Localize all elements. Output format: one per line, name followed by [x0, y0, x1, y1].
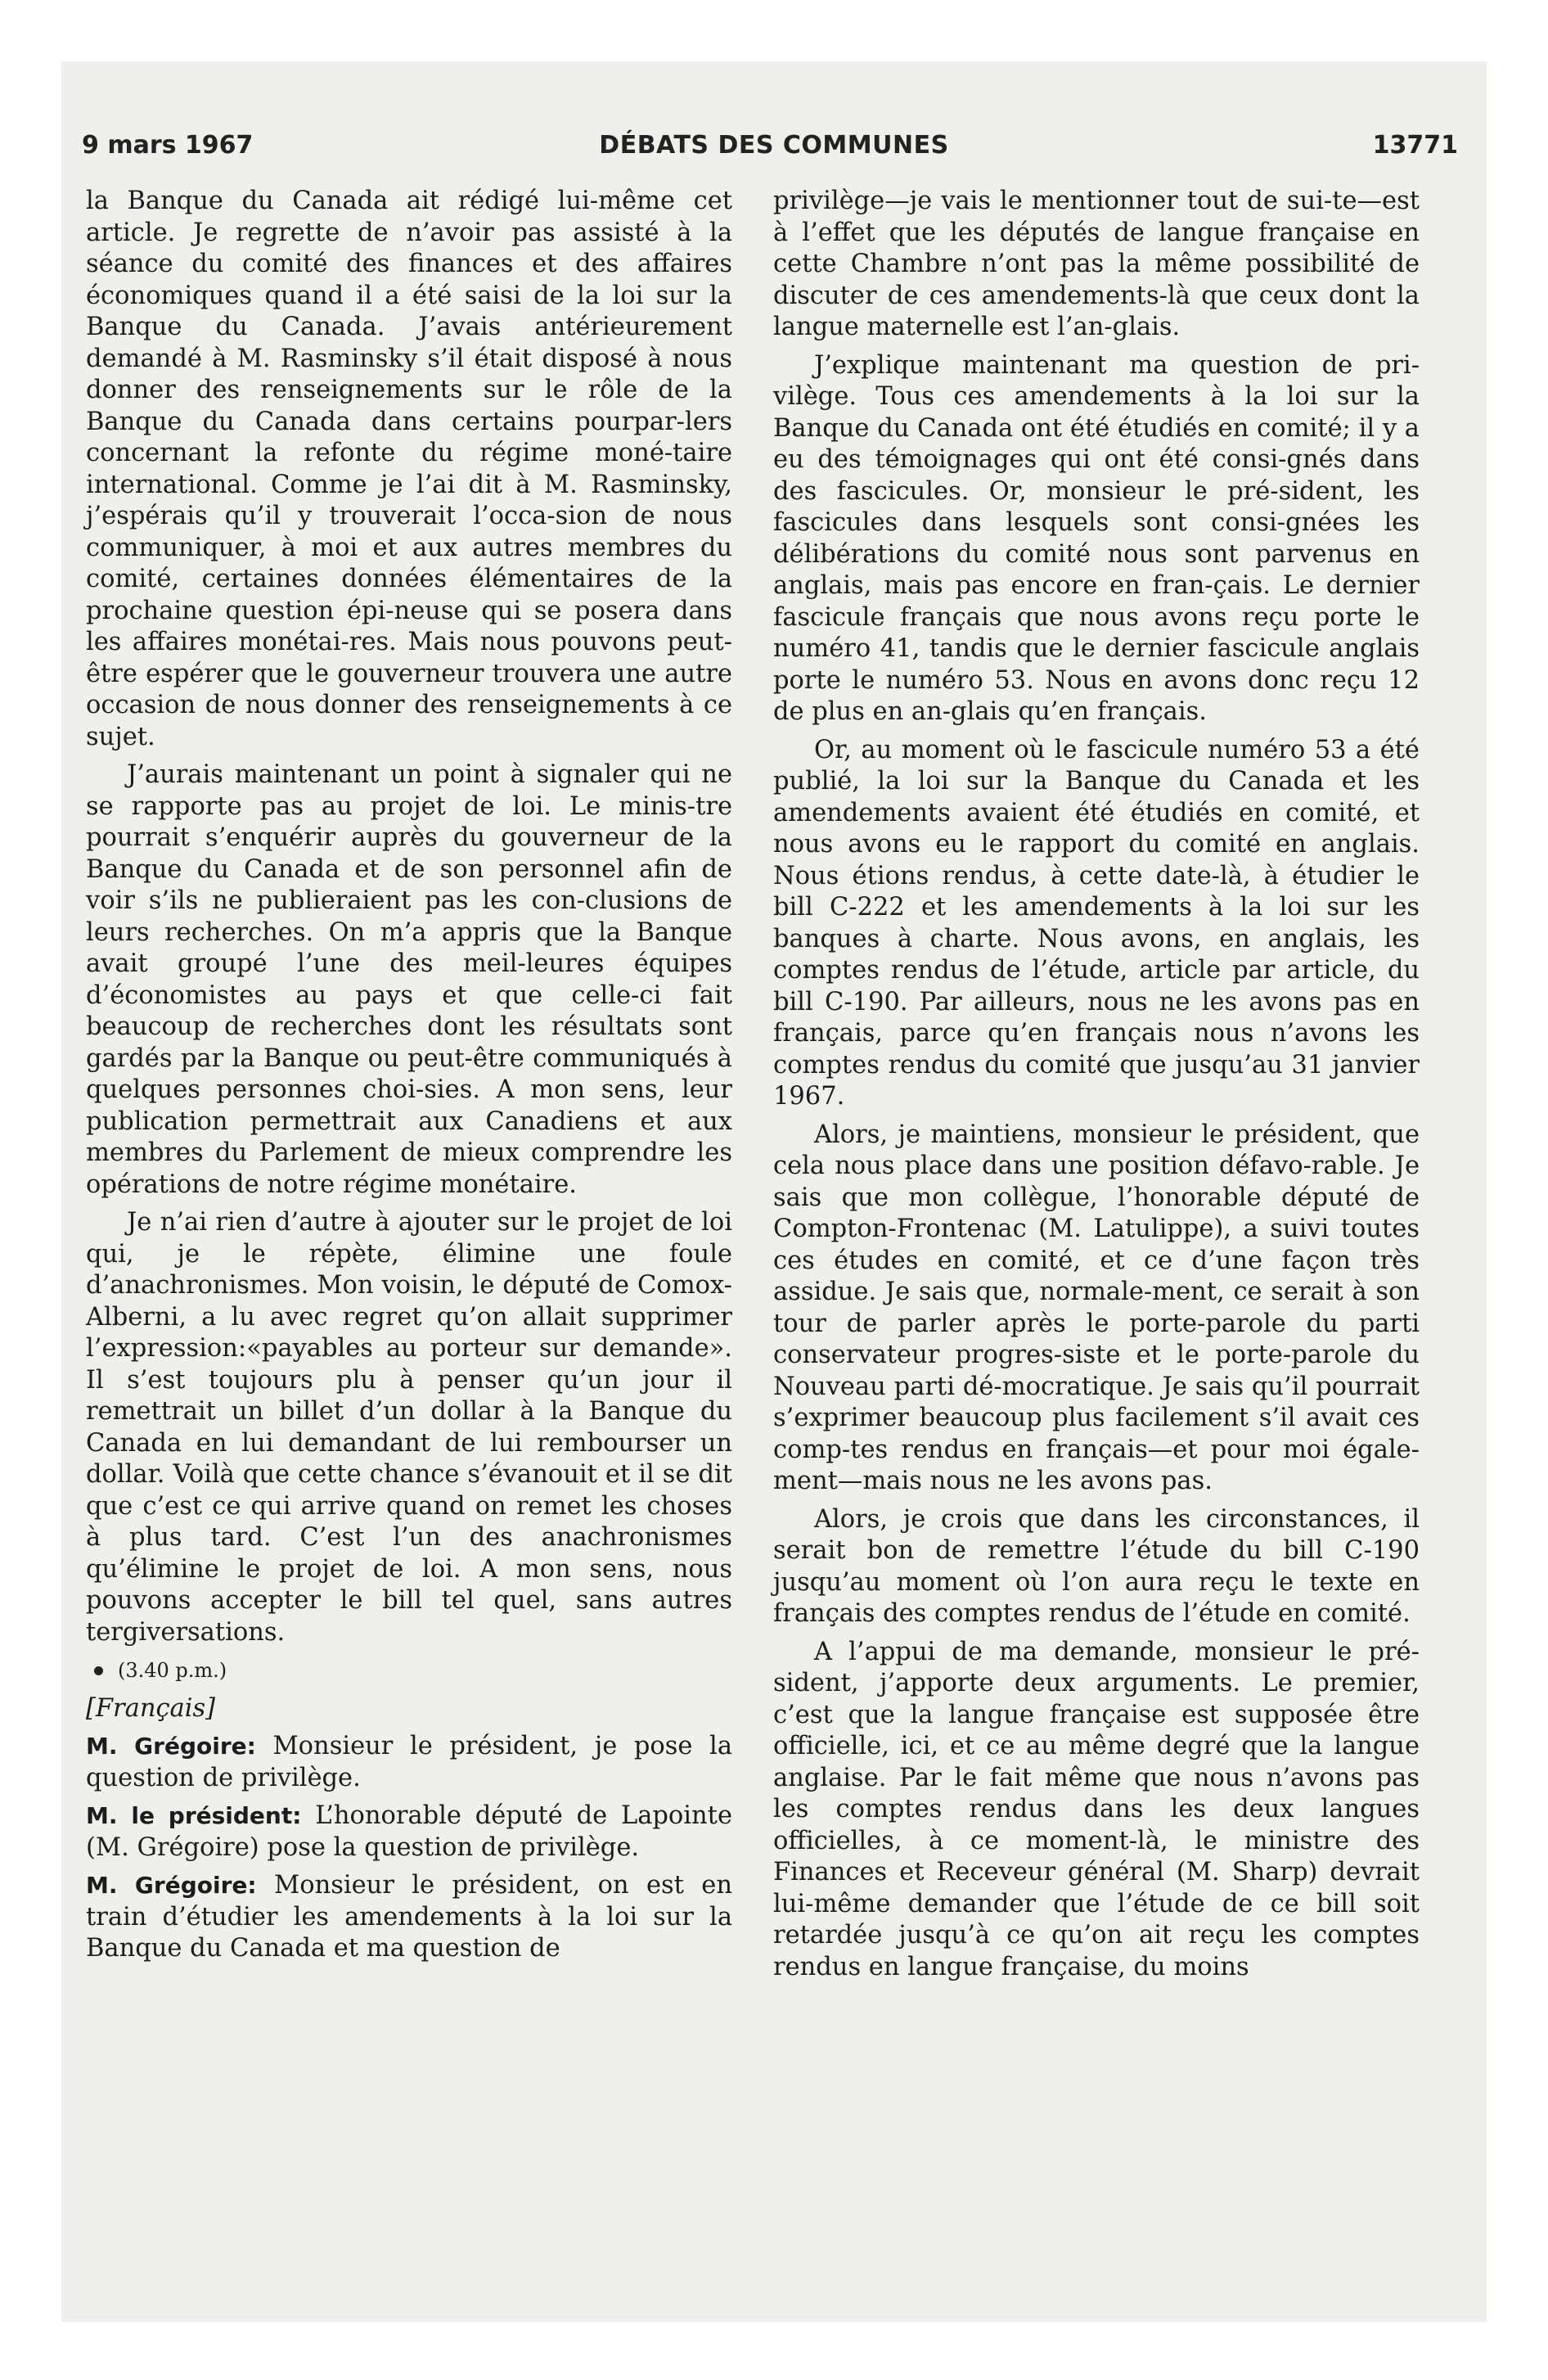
speech-text: Monsieur le président, je pose la question de privilège. — [86, 1732, 732, 1792]
speech-text: Monsieur le président, on est en train d’étudier les amendements à la loi sur la Banque du Canada et ma question de — [86, 1871, 732, 1963]
speech-paragraph — [86, 1870, 732, 1965]
language-marker: [Français] — [86, 1693, 216, 1723]
header-page-number: 13771 — [1372, 131, 1458, 160]
speaker-name: M. Grégoire: — [86, 1733, 256, 1760]
body-paragraph: Je n’ai rien d’autre à ajouter sur le projet de loi qui, je le répète, élimine une foule d’anachronismes. Mon voisin, le député de Comox-Alberni, a lu avec regret qu’on allait supprimer l’expression:«payables au porteur sur demande». Il s’est toujours plu à penser qu’un jour il remettrait un billet d’un dollar à la Banque du Canada en lui demandant de lui rembourser un dollar. Voilà que cette chance s’évanouit et il se dit que c’est ce qui arrive quand on remet les choses à plus tard. C’est l’un des anachronismes qu’élimine le projet de loi. A mon sens, nous pouvons accepter le bill tel quel, sans autres tergiversations. — [86, 1208, 732, 1647]
body-paragraph: A l’appui de ma demande, monsieur le pré-sident, j’apporte deux arguments. Le premier, c’est que la langue française est supposée être officielle, ici, et ce au même degré que la langue anglaise. Par le fait même que nous n’avons pas les comptes rendus dans les deux langues officielles, à ce moment-là, le ministre des Finances et Receveur général (M. Sharp) devrait lui-même demander que l’étude de ce bill soit retardée jusqu’à ce qu’on ait reçu les comptes rendus en langue française, du moins — [773, 1637, 1420, 1981]
speaker-name: M. le président: — [86, 1802, 302, 1829]
speech-paragraph — [86, 1801, 732, 1864]
body-paragraph: Alors, je crois que dans les circonstances, il serait bon de remettre l’étude du bill C-190 jusqu’au moment où l’on aura reçu le texte en français des comptes rendus de l’étude en comité. — [773, 1504, 1420, 1628]
speech-paragraph — [86, 1731, 732, 1794]
body-paragraph: privilège—je vais le mentionner tout de sui-te—est à l’effet que les députés de langue française en cette Chambre n’ont pas la même possibilité de discuter de ces amendements-là que ceux dont la langue maternelle est l’an-glais. — [773, 187, 1420, 341]
body-paragraph: Alors, je maintiens, monsieur le président, que cela nous place dans une position défavo-rable. Je sais que mon collègue, l’honorable député de Compton-Frontenac (M. Latulippe), a suivi toutes ces études en comité, et ce d’une façon très assidue. Je sais que, normale-ment, ce serait à son tour de parler après le porte-parole du parti conservateur progres-siste et le porte-parole du Nouveau parti dé-mocratique. Je sais qu’il pourrait s’exprimer beaucoup plus facilement s’il avait ces comp-tes rendus en français—et pour moi égale-ment—mais nous ne les avons pas. — [773, 1120, 1420, 1495]
speaker-name: M. Grégoire: — [86, 1872, 257, 1899]
bullet-icon — [94, 1666, 103, 1675]
header-date: 9 mars 1967 — [82, 131, 254, 160]
body-paragraph: la Banque du Canada ait rédigé lui-même cet article. Je regrette de n’avoir pas assisté à la séance du comité des finances et des affaires économiques quand il a été saisi de la loi sur la Banque du Canada. J’avais antérieurement demandé à M. Rasminsky s’il était disposé à nous donner des renseignements sur le rôle de la Banque du Canada dans certains pourpar-lers concernant la refonte du régime moné-taire international. Comme je l’ai dit à M. Rasminsky, j’espérais qu’il y trouverait l’occa-sion de nous communiquer, à moi et aux autres membres du comité, certaines données élémentaires de la prochaine question épi-neuse qui se posera dans les affaires monétai-res. Mais nous pouvons peut-être espérer que le gouverneur trouvera une autre occasion de nous donner des renseignements à ce sujet. — [86, 187, 732, 751]
timestamp-text: (3.40 p.m.) — [118, 1659, 227, 1682]
body-paragraph: J’aurais maintenant un point à signaler qui ne se rapporte pas au projet de loi. Le minis-tre pourrait s’enquérir auprès du gouverneur de la Banque du Canada et de son personnel afin de voir s’ils ne publieraient pas les con-clusions de leurs recherches. On m’a appris que la Banque avait groupé l’une des meil-leures équipes d’économistes au pays et que celle-ci fait beaucoup de recherches dont les résultats sont gardés par la Banque ou peut-être communiqués à quelques personnes choi-sies. A mon sens, leur publication permettrait aux Canadiens et aux membres du Parlement de mieux comprendre les opérations de notre régime monétaire. — [86, 760, 732, 1199]
page-sheet — [61, 61, 1487, 2322]
body-paragraph: J’explique maintenant ma question de pri-vilège. Tous ces amendements à la loi sur la Banque du Canada ont été étudiés en comité; il y a eu des témoignages qui ont été consi-gnés dans des fascicules. Or, monsieur le pré-sident, les fascicules dans lesquels sont consi-gnées les délibérations du comité nous sont parvenus en anglais, mais pas encore en fran-çais. Le dernier fascicule français que nous avons reçu porte le numéro 41, tandis que le dernier fascicule anglais porte le numéro 53. Nous en avons donc reçu 12 de plus en an-glais qu’en français. — [773, 350, 1420, 726]
body-paragraph: Or, au moment où le fascicule numéro 53 a été publié, la loi sur la Banque du Canada et les amendements avaient été étudiés en comité, et nous avons eu le rapport du comité en anglais. Nous étions rendus, à cette date-là, à étudier le bill C-222 et les amendements à la loi sur les banques à charte. Nous avons, en anglais, les comptes rendus de l’étude, article par article, du bill C-190. Par ailleurs, nous ne les avons pas en français, parce qu’en français nous n’avons les comptes rendus du comité que jusqu’au 31 janvier 1967. — [773, 735, 1420, 1111]
left-column — [86, 186, 732, 1972]
right-column — [773, 186, 1420, 1990]
page-header — [61, 131, 1487, 172]
header-title: DÉBATS DES COMMUNES — [599, 131, 949, 160]
speech-text: L’honorable député de Lapointe (M. Grégoire) pose la question de privilège. — [86, 1801, 732, 1862]
timestamp-marker — [86, 1655, 732, 1687]
